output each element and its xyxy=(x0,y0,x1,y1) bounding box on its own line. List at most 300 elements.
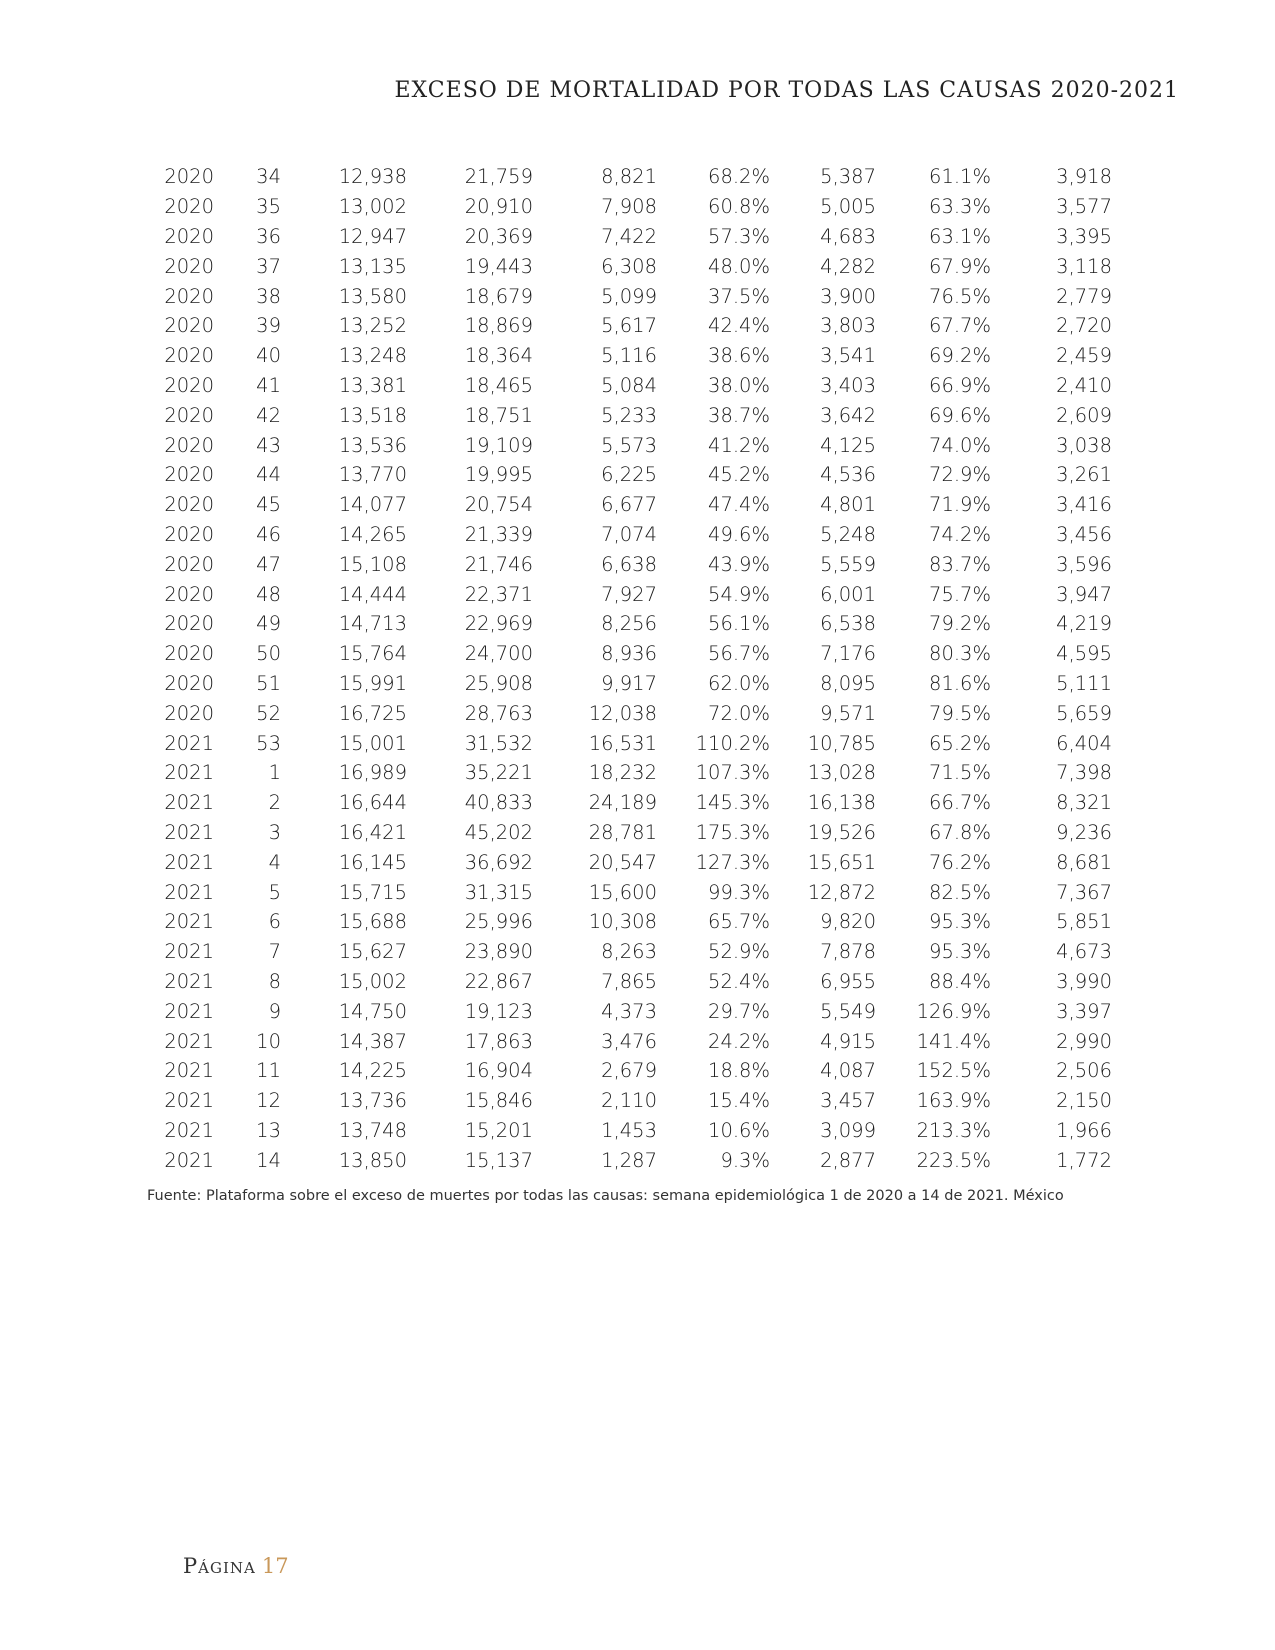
table-cell: 13,135 xyxy=(338,254,407,278)
table-row xyxy=(147,371,1112,401)
table-cell: 2020 xyxy=(164,314,214,338)
table-cell: 2021 xyxy=(164,1029,214,1053)
table-cell: 6,308 xyxy=(601,254,657,278)
table-cell: 15,002 xyxy=(338,969,407,993)
table-cell: 18,232 xyxy=(588,761,657,785)
table-cell: 9,571 xyxy=(820,701,876,725)
table-cell: 82.5% xyxy=(929,880,991,904)
table-cell: 18.8% xyxy=(708,1059,770,1083)
table-row xyxy=(147,311,1112,341)
table-row xyxy=(147,549,1112,579)
table-cell: 5,084 xyxy=(601,373,657,397)
page-footer xyxy=(183,1554,289,1578)
table-cell: 47.4% xyxy=(708,493,770,517)
table-cell: 6,955 xyxy=(820,969,876,993)
table-cell: 16,644 xyxy=(338,791,407,815)
table-row xyxy=(147,1086,1112,1116)
table-cell: 99.3% xyxy=(708,880,770,904)
table-cell: 7,367 xyxy=(1056,880,1112,904)
table-cell: 45.2% xyxy=(708,463,770,487)
table-row xyxy=(147,1056,1112,1086)
table-cell: 7 xyxy=(268,940,281,964)
table-cell: 63.3% xyxy=(929,195,991,219)
table-cell: 52.9% xyxy=(708,940,770,964)
table-cell: 10,308 xyxy=(588,910,657,934)
table-cell: 2021 xyxy=(164,791,214,815)
table-cell: 15,991 xyxy=(338,671,407,695)
table-cell: 2021 xyxy=(164,761,214,785)
table-cell: 34 xyxy=(256,165,281,189)
table-cell: 2021 xyxy=(164,1089,214,1113)
table-cell: 39 xyxy=(256,314,281,338)
table-cell: 71.5% xyxy=(929,761,991,785)
table-cell: 2021 xyxy=(164,1059,214,1083)
table-cell: 16,421 xyxy=(338,820,407,844)
table-cell: 4,282 xyxy=(820,254,876,278)
table-cell: 2021 xyxy=(164,850,214,874)
table-cell: 5,116 xyxy=(601,344,657,368)
table-cell: 3,395 xyxy=(1056,224,1112,248)
table-row xyxy=(147,996,1112,1026)
table-cell: 25,996 xyxy=(464,910,533,934)
table-row xyxy=(147,877,1112,907)
table-cell: 2021 xyxy=(164,910,214,934)
table-cell: 5,549 xyxy=(820,999,876,1023)
table-cell: 3,947 xyxy=(1056,582,1112,606)
table-cell: 71.9% xyxy=(929,493,991,517)
table-cell: 2020 xyxy=(164,433,214,457)
table-cell: 18,364 xyxy=(464,344,533,368)
table-cell: 3,803 xyxy=(820,314,876,338)
table-cell: 2020 xyxy=(164,463,214,487)
table-cell: 8,263 xyxy=(601,940,657,964)
table-cell: 38.6% xyxy=(708,344,770,368)
table-row xyxy=(147,758,1112,788)
table-cell: 41.2% xyxy=(708,433,770,457)
table-cell: 1,772 xyxy=(1056,1148,1112,1172)
table-cell: 42 xyxy=(256,403,281,427)
table-cell: 5,005 xyxy=(820,195,876,219)
table-cell: 68.2% xyxy=(708,165,770,189)
table-cell: 69.6% xyxy=(929,403,991,427)
table-cell: 15,688 xyxy=(338,910,407,934)
table-cell: 7,927 xyxy=(601,582,657,606)
table-cell: 51 xyxy=(256,671,281,695)
table-row xyxy=(147,639,1112,669)
table-cell: 3,577 xyxy=(1056,195,1112,219)
table-cell: 25,908 xyxy=(464,671,533,695)
table-cell: 107.3% xyxy=(695,761,770,785)
table-cell: 15,600 xyxy=(588,880,657,904)
table-cell: 95.3% xyxy=(929,910,991,934)
table-cell: 7,398 xyxy=(1056,761,1112,785)
table-cell: 175.3% xyxy=(695,820,770,844)
table-cell: 2020 xyxy=(164,373,214,397)
table-cell: 2021 xyxy=(164,1118,214,1142)
table-row xyxy=(147,490,1112,520)
table-cell: 3,642 xyxy=(820,403,876,427)
table-cell: 13,518 xyxy=(338,403,407,427)
table-cell: 18,869 xyxy=(464,314,533,338)
table-cell: 38.7% xyxy=(708,403,770,427)
table-cell: 49.6% xyxy=(708,522,770,546)
table-cell: 22,371 xyxy=(464,582,533,606)
table-cell: 6,538 xyxy=(820,612,876,636)
table-cell: 2020 xyxy=(164,224,214,248)
table-cell: 4,673 xyxy=(1056,940,1112,964)
table-cell: 17,863 xyxy=(464,1029,533,1053)
table-cell: 13,736 xyxy=(338,1089,407,1113)
table-cell: 4,683 xyxy=(820,224,876,248)
table-cell: 2,877 xyxy=(820,1148,876,1172)
table-cell: 38.0% xyxy=(708,373,770,397)
table-cell: 15,627 xyxy=(338,940,407,964)
table-cell: 21,746 xyxy=(464,552,533,576)
table-cell: 5,559 xyxy=(820,552,876,576)
table-cell: 5,659 xyxy=(1056,701,1112,725)
table-cell: 19,123 xyxy=(464,999,533,1023)
table-cell: 56.7% xyxy=(708,642,770,666)
table-cell: 24,189 xyxy=(588,791,657,815)
table-row xyxy=(147,460,1112,490)
table-row xyxy=(147,669,1112,699)
table-cell: 13,248 xyxy=(338,344,407,368)
table-row xyxy=(147,281,1112,311)
table-row xyxy=(147,847,1112,877)
table-cell: 46 xyxy=(256,522,281,546)
table-cell: 2020 xyxy=(164,552,214,576)
table-cell: 5,387 xyxy=(820,165,876,189)
table-cell: 60.8% xyxy=(708,195,770,219)
table-cell: 2,506 xyxy=(1056,1059,1112,1083)
table-cell: 1,453 xyxy=(601,1118,657,1142)
table-cell: 23,890 xyxy=(464,940,533,964)
table-cell: 47 xyxy=(256,552,281,576)
table-cell: 7,878 xyxy=(820,940,876,964)
table-row xyxy=(147,907,1112,937)
table-cell: 12 xyxy=(256,1089,281,1113)
table-cell: 8,936 xyxy=(601,642,657,666)
table-cell: 1,966 xyxy=(1056,1118,1112,1142)
table-cell: 13,381 xyxy=(338,373,407,397)
table-cell: 127.3% xyxy=(695,850,770,874)
table-cell: 63.1% xyxy=(929,224,991,248)
table-row xyxy=(147,1116,1112,1146)
table-cell: 3 xyxy=(268,820,281,844)
table-cell: 65.7% xyxy=(708,910,770,934)
table-cell: 28,781 xyxy=(588,820,657,844)
table-cell: 50 xyxy=(256,642,281,666)
table-cell: 35,221 xyxy=(464,761,533,785)
table-row xyxy=(147,341,1112,371)
table-cell: 22,969 xyxy=(464,612,533,636)
table-cell: 4,125 xyxy=(820,433,876,457)
table-cell: 6,404 xyxy=(1056,731,1112,755)
table-cell: 8,095 xyxy=(820,671,876,695)
table-cell: 79.5% xyxy=(929,701,991,725)
table-cell: 14,713 xyxy=(338,612,407,636)
table-cell: 2,410 xyxy=(1056,373,1112,397)
table-cell: 28,763 xyxy=(464,701,533,725)
table-cell: 4,595 xyxy=(1056,642,1112,666)
table-cell: 16,145 xyxy=(338,850,407,874)
table-cell: 57.3% xyxy=(708,224,770,248)
table-cell: 2020 xyxy=(164,671,214,695)
table-cell: 5,099 xyxy=(601,284,657,308)
table-cell: 20,547 xyxy=(588,850,657,874)
table-cell: 2020 xyxy=(164,642,214,666)
table-cell: 8,681 xyxy=(1056,850,1112,874)
table-cell: 3,099 xyxy=(820,1118,876,1142)
table-cell: 3,990 xyxy=(1056,969,1112,993)
table-cell: 15,137 xyxy=(464,1148,533,1172)
page-number: 17 xyxy=(261,1554,289,1578)
table-cell: 3,456 xyxy=(1056,522,1112,546)
table-cell: 67.9% xyxy=(929,254,991,278)
table-cell: 10,785 xyxy=(807,731,876,755)
table-cell: 15.4% xyxy=(708,1089,770,1113)
table-cell: 74.0% xyxy=(929,433,991,457)
table-cell: 15,715 xyxy=(338,880,407,904)
table-cell: 21,759 xyxy=(464,165,533,189)
table-cell: 36 xyxy=(256,224,281,248)
table-cell: 15,651 xyxy=(807,850,876,874)
table-cell: 31,532 xyxy=(464,731,533,755)
table-cell: 66.7% xyxy=(929,791,991,815)
table-cell: 4,219 xyxy=(1056,612,1112,636)
table-cell: 29.7% xyxy=(708,999,770,1023)
table-cell: 2020 xyxy=(164,582,214,606)
table-cell: 13,028 xyxy=(807,761,876,785)
table-row xyxy=(147,1145,1112,1175)
table-cell: 152.5% xyxy=(916,1059,991,1083)
table-cell: 21,339 xyxy=(464,522,533,546)
table-cell: 52.4% xyxy=(708,969,770,993)
table-cell: 72.0% xyxy=(708,701,770,725)
table-cell: 2,720 xyxy=(1056,314,1112,338)
table-cell: 5,111 xyxy=(1056,671,1112,695)
table-cell: 13,536 xyxy=(338,433,407,457)
table-cell: 37 xyxy=(256,254,281,278)
table-cell: 1 xyxy=(268,761,281,785)
table-cell: 38 xyxy=(256,284,281,308)
table-cell: 2020 xyxy=(164,254,214,278)
table-cell: 40,833 xyxy=(464,791,533,815)
table-cell: 19,443 xyxy=(464,254,533,278)
table-row xyxy=(147,1026,1112,1056)
table-cell: 49 xyxy=(256,612,281,636)
table-cell: 19,526 xyxy=(807,820,876,844)
table-cell: 15,846 xyxy=(464,1089,533,1113)
table-cell: 52 xyxy=(256,701,281,725)
table-cell: 4,801 xyxy=(820,493,876,517)
table-cell: 79.2% xyxy=(929,612,991,636)
table-cell: 13,850 xyxy=(338,1148,407,1172)
table-cell: 5 xyxy=(268,880,281,904)
table-cell: 163.9% xyxy=(916,1089,991,1113)
table-cell: 5,233 xyxy=(601,403,657,427)
table-cell: 14,077 xyxy=(338,493,407,517)
table-cell: 9,917 xyxy=(601,671,657,695)
table-cell: 11 xyxy=(256,1059,281,1083)
table-cell: 44 xyxy=(256,463,281,487)
table-cell: 13,252 xyxy=(338,314,407,338)
table-cell: 213.3% xyxy=(916,1118,991,1142)
table-cell: 13,002 xyxy=(338,195,407,219)
table-cell: 19,995 xyxy=(464,463,533,487)
table-row xyxy=(147,788,1112,818)
table-cell: 15,108 xyxy=(338,552,407,576)
table-cell: 3,261 xyxy=(1056,463,1112,487)
table-row xyxy=(147,400,1112,430)
table-row xyxy=(147,192,1112,222)
table-cell: 3,596 xyxy=(1056,552,1112,576)
table-cell: 16,904 xyxy=(464,1059,533,1083)
table-row xyxy=(147,520,1112,550)
table-cell: 14,387 xyxy=(338,1029,407,1053)
table-row xyxy=(147,698,1112,728)
table-cell: 7,074 xyxy=(601,522,657,546)
table-cell: 2,990 xyxy=(1056,1029,1112,1053)
table-cell: 22,867 xyxy=(464,969,533,993)
table-cell: 56.1% xyxy=(708,612,770,636)
table-cell: 3,541 xyxy=(820,344,876,368)
table-cell: 83.7% xyxy=(929,552,991,576)
table-cell: 9,236 xyxy=(1056,820,1112,844)
table-cell: 14,225 xyxy=(338,1059,407,1083)
table-cell: 3,038 xyxy=(1056,433,1112,457)
table-cell: 2021 xyxy=(164,940,214,964)
table-cell: 3,918 xyxy=(1056,165,1112,189)
table-cell: 35 xyxy=(256,195,281,219)
table-cell: 6,638 xyxy=(601,552,657,576)
table-cell: 6,001 xyxy=(820,582,876,606)
table-cell: 14 xyxy=(256,1148,281,1172)
table-cell: 2,459 xyxy=(1056,344,1112,368)
table-row xyxy=(147,937,1112,967)
table-cell: 2020 xyxy=(164,195,214,219)
table-cell: 2020 xyxy=(164,522,214,546)
table-cell: 9.3% xyxy=(720,1148,770,1172)
table-cell: 145.3% xyxy=(695,791,770,815)
table-cell: 67.7% xyxy=(929,314,991,338)
table-cell: 15,201 xyxy=(464,1118,533,1142)
table-cell: 80.3% xyxy=(929,642,991,666)
table-row xyxy=(147,728,1112,758)
table-cell: 67.8% xyxy=(929,820,991,844)
table-cell: 48 xyxy=(256,582,281,606)
table-cell: 12,872 xyxy=(807,880,876,904)
table-cell: 5,248 xyxy=(820,522,876,546)
table-cell: 18,465 xyxy=(464,373,533,397)
table-cell: 66.9% xyxy=(929,373,991,397)
table-cell: 20,369 xyxy=(464,224,533,248)
table-cell: 14,750 xyxy=(338,999,407,1023)
table-cell: 6 xyxy=(268,910,281,934)
table-row xyxy=(147,818,1112,848)
table-cell: 2021 xyxy=(164,1148,214,1172)
table-cell: 2021 xyxy=(164,969,214,993)
table-cell: 15,764 xyxy=(338,642,407,666)
table-cell: 45 xyxy=(256,493,281,517)
table-cell: 61.1% xyxy=(929,165,991,189)
source-note: Fuente: Plataforma sobre el exceso de muertes por todas las causas: semana epidemiológica 1 de 2020 a 14 de 2021. México xyxy=(147,1188,1064,1204)
table-cell: 2020 xyxy=(164,493,214,517)
table-cell: 3,457 xyxy=(820,1089,876,1113)
table-row xyxy=(147,579,1112,609)
table-cell: 40 xyxy=(256,344,281,368)
table-cell: 2020 xyxy=(164,284,214,308)
table-cell: 4,373 xyxy=(601,999,657,1023)
table-cell: 2020 xyxy=(164,165,214,189)
table-cell: 141.4% xyxy=(916,1029,991,1053)
table-cell: 10 xyxy=(256,1029,281,1053)
table-row xyxy=(147,430,1112,460)
table-cell: 37.5% xyxy=(708,284,770,308)
table-cell: 72.9% xyxy=(929,463,991,487)
table-cell: 20,754 xyxy=(464,493,533,517)
table-row xyxy=(147,967,1112,997)
table-cell: 16,531 xyxy=(588,731,657,755)
table-cell: 5,617 xyxy=(601,314,657,338)
table-cell: 3,416 xyxy=(1056,493,1112,517)
table-cell: 2,779 xyxy=(1056,284,1112,308)
table-cell: 19,109 xyxy=(464,433,533,457)
table-cell: 95.3% xyxy=(929,940,991,964)
table-cell: 24,700 xyxy=(464,642,533,666)
table-cell: 69.2% xyxy=(929,344,991,368)
table-cell: 2,609 xyxy=(1056,403,1112,427)
table-cell: 8,821 xyxy=(601,165,657,189)
table-cell: 126.9% xyxy=(916,999,991,1023)
table-cell: 2020 xyxy=(164,403,214,427)
table-cell: 6,225 xyxy=(601,463,657,487)
table-cell: 13,748 xyxy=(338,1118,407,1142)
table-cell: 16,989 xyxy=(338,761,407,785)
table-cell: 18,751 xyxy=(464,403,533,427)
table-cell: 2,150 xyxy=(1056,1089,1112,1113)
table-cell: 2021 xyxy=(164,820,214,844)
table-cell: 4,915 xyxy=(820,1029,876,1053)
table-cell: 2021 xyxy=(164,880,214,904)
table-cell: 9,820 xyxy=(820,910,876,934)
table-cell: 5,851 xyxy=(1056,910,1112,934)
table-cell: 223.5% xyxy=(916,1148,991,1172)
table-cell: 7,176 xyxy=(820,642,876,666)
table-cell: 2 xyxy=(268,791,281,815)
table-cell: 76.2% xyxy=(929,850,991,874)
table-cell: 3,397 xyxy=(1056,999,1112,1023)
table-cell: 48.0% xyxy=(708,254,770,278)
table-cell: 75.7% xyxy=(929,582,991,606)
page-label: Página xyxy=(183,1554,256,1578)
table-cell: 2020 xyxy=(164,701,214,725)
table-cell: 2021 xyxy=(164,999,214,1023)
table-cell: 43 xyxy=(256,433,281,457)
table-cell: 13 xyxy=(256,1118,281,1142)
table-cell: 8,321 xyxy=(1056,791,1112,815)
table-cell: 76.5% xyxy=(929,284,991,308)
table-cell: 43.9% xyxy=(708,552,770,576)
mortality-table xyxy=(147,162,1112,1175)
table-cell: 3,476 xyxy=(601,1029,657,1053)
table-cell: 2020 xyxy=(164,612,214,636)
table-cell: 6,677 xyxy=(601,493,657,517)
table-cell: 54.9% xyxy=(708,582,770,606)
table-cell: 3,118 xyxy=(1056,254,1112,278)
table-cell: 12,938 xyxy=(338,165,407,189)
table-cell: 62.0% xyxy=(708,671,770,695)
